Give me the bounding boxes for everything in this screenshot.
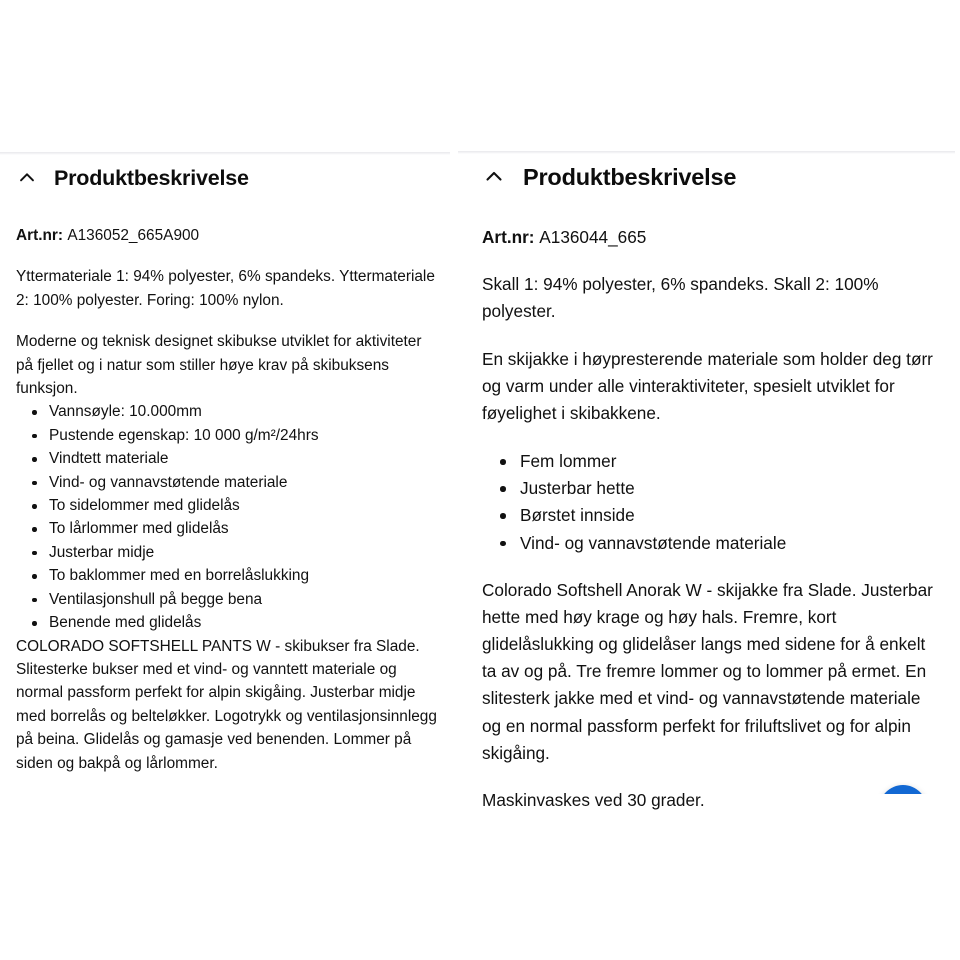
list-item: Pustende egenskap: 10 000 g/m²/24hrs [16, 424, 438, 447]
materials-text-right: Skall 1: 94% polyester, 6% spandeks. Skall 2: 100% polyester. [482, 274, 879, 322]
list-item: Benende med glidelås [16, 611, 438, 634]
chevron-up-icon[interactable] [16, 167, 38, 189]
intro-text-left: Moderne og teknisk designet skibukse utviklet for aktiviteter på fjellet og i natur som stiller høye krav på skibuksens funksjon. [16, 333, 422, 398]
list-item: Vindtett materiale [16, 447, 438, 470]
article-number-line-left [16, 224, 438, 247]
list-item: Ventilasjonshull på begge bena [16, 588, 438, 611]
care-instructions-right: Maskinvaskes ved 30 grader. [482, 789, 705, 810]
panel-body-right [470, 224, 947, 814]
accordion-header-produktbeskrivelse-left[interactable] [8, 163, 444, 193]
accordion-header-produktbeskrivelse-right[interactable] [470, 161, 947, 193]
list-item: Børstet innside [482, 502, 937, 529]
list-item: To baklommer med en borrelåslukking [16, 564, 438, 587]
list-item: Fem lommer [482, 448, 937, 475]
article-number-line-right [482, 224, 937, 251]
description-text-right: Colorado Softshell Anorak W - skijakke fra Slade. Justerbar hette med høy krage og høy hals. Fremre, kort glidelåslukking og glidelåser langs med sidene for å enkelt ta av og på. Tre fremre lommer og to lommer på ermet. En slitesterk jakke med et vind- og vannavstøtende materiale og en normal passform perfekt for friluftslivet og for alpin skigåing. [482, 579, 933, 763]
description-text-left: COLORADO SOFTSHELL PANTS W - skibukser fra Slade. Slitesterke bukser med et vind- og vanntett materiale og normal passform perfekt for alpin skigåing. Justerbar midje med borrelås og belteløkker. Logotrykk og ventilasjonsinnlegg på beina. Glidelås og gamasje ved benenden. Lommer på siden og bakpå og lårlommer. [16, 637, 437, 772]
accordion-title-left: Produktbeskrivelse [54, 165, 249, 190]
panel-top-divider-right [458, 151, 955, 154]
materials-text-left: Yttermateriale 1: 94% polyester, 6% spandeks. Yttermateriale 2: 100% polyester. Foring: 100% nylon. [16, 268, 435, 309]
list-item: Justerbar midje [16, 541, 438, 564]
panel-top-divider-left [0, 152, 450, 155]
list-item: To sidelommer med glidelås [16, 494, 438, 517]
feature-list-right [482, 448, 937, 557]
list-item: Vind- og vannavstøtende materiale [482, 530, 937, 557]
panel-body-left [8, 224, 444, 775]
article-number-label-left: Art.nr: [16, 227, 64, 244]
viewport-clip-mask [860, 794, 960, 884]
article-number-value-left: A136052_665A900 [67, 227, 200, 244]
product-description-panel-right [458, 0, 955, 814]
list-item: Vind- og vannavstøtende materiale [16, 471, 438, 494]
product-description-panel-left [0, 0, 452, 775]
list-item: Justerbar hette [482, 475, 937, 502]
intro-text-right: En skijakke i høypresterende materiale som holder deg tørr og varm under alle vinteraktiviteter, spesielt utviklet for føyelighet i skibakkene. [482, 348, 933, 423]
accordion-title-right: Produktbeskrivelse [523, 163, 737, 190]
list-item: To lårlommer med glidelås [16, 517, 438, 540]
article-number-value-right: A136044_665 [539, 227, 647, 247]
list-item: Vannsøyle: 10.000mm [16, 400, 438, 423]
article-number-label-right: Art.nr: [482, 227, 535, 247]
chevron-up-icon[interactable] [482, 165, 506, 189]
feature-list-left [16, 400, 438, 634]
